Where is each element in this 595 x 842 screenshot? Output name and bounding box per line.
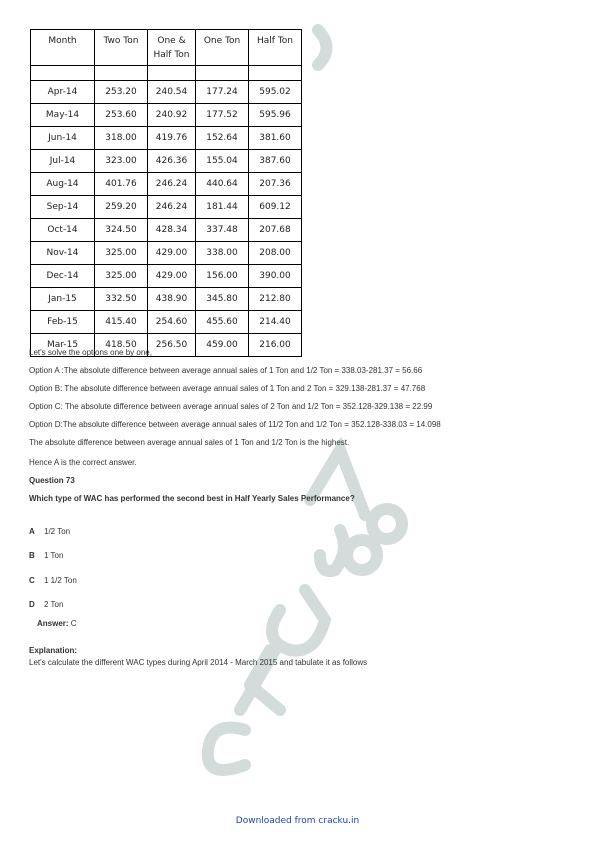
value-cell: 438.90 bbox=[148, 288, 196, 311]
value-cell: 152.64 bbox=[196, 127, 249, 150]
explanation-option-a: Option A :The absolute difference between average annual sales of 1 Ton and 1/2 Ton = 338.03-281.37 = 56.66 bbox=[29, 366, 423, 375]
value-cell: 426.36 bbox=[148, 150, 196, 173]
value-cell: 207.36 bbox=[249, 173, 302, 196]
explanation-label: Explanation: bbox=[29, 646, 78, 655]
option-a[interactable] bbox=[29, 527, 70, 536]
option-a-letter: A bbox=[29, 527, 35, 536]
value-cell: 254.60 bbox=[148, 311, 196, 334]
table-row bbox=[31, 104, 302, 127]
value-cell: 325.00 bbox=[95, 265, 148, 288]
value-cell: 325.00 bbox=[95, 242, 148, 265]
value-cell: 246.24 bbox=[148, 173, 196, 196]
table-row bbox=[31, 127, 302, 150]
table-spacer-cell bbox=[148, 66, 196, 81]
month-cell: Jan-15 bbox=[31, 288, 95, 311]
explanation-option-d: Option D:The absolute difference between average annual sales of 11/2 Ton and 1/2 Ton = 352.128-338.03 = 14.098 bbox=[29, 420, 441, 429]
value-cell: 387.60 bbox=[249, 150, 302, 173]
value-cell: 595.02 bbox=[249, 81, 302, 104]
option-c[interactable] bbox=[29, 576, 77, 585]
month-cell: Mar-15 bbox=[31, 334, 95, 357]
value-cell: 428.34 bbox=[148, 219, 196, 242]
option-c-text: 1 1/2 Ton bbox=[44, 576, 77, 585]
value-cell: 455.60 bbox=[196, 311, 249, 334]
table-spacer-cell bbox=[31, 66, 95, 81]
value-cell: 156.00 bbox=[196, 265, 249, 288]
value-cell: 345.80 bbox=[196, 288, 249, 311]
header-one-ton: One Ton bbox=[196, 30, 249, 66]
month-cell: Jul-14 bbox=[31, 150, 95, 173]
table-header-row bbox=[31, 30, 302, 66]
table-row bbox=[31, 173, 302, 196]
option-a-text: 1/2 Ton bbox=[44, 527, 71, 536]
explanation-intro: Let's solve the options one by one, bbox=[29, 348, 152, 357]
value-cell: 240.54 bbox=[148, 81, 196, 104]
value-cell: 253.60 bbox=[95, 104, 148, 127]
header-month: Month bbox=[31, 30, 95, 66]
value-cell: 177.24 bbox=[196, 81, 249, 104]
header-two-ton: Two Ton bbox=[95, 30, 148, 66]
footer-download-link[interactable]: Downloaded from cracku.in bbox=[235, 816, 360, 826]
value-cell: 214.40 bbox=[249, 311, 302, 334]
value-cell: 323.00 bbox=[95, 150, 148, 173]
value-cell: 216.00 bbox=[249, 334, 302, 357]
option-c-letter: C bbox=[29, 576, 35, 585]
answer-label: Answer: bbox=[37, 619, 69, 628]
value-cell: 459.00 bbox=[196, 334, 249, 357]
table-spacer-cell bbox=[95, 66, 148, 81]
explanation-conclusion: The absolute difference between average annual sales of 1 Ton and 1/2 Ton is the highest. bbox=[29, 438, 350, 447]
option-b-letter: B bbox=[29, 551, 35, 560]
value-cell: 381.60 bbox=[249, 127, 302, 150]
answer-line bbox=[37, 619, 77, 628]
value-cell: 415.40 bbox=[95, 311, 148, 334]
value-cell: 332.50 bbox=[95, 288, 148, 311]
value-cell: 429.00 bbox=[148, 242, 196, 265]
value-cell: 595.96 bbox=[249, 104, 302, 127]
value-cell: 259.20 bbox=[95, 196, 148, 219]
value-cell: 419.76 bbox=[148, 127, 196, 150]
explanation-option-c: Option C: The absolute difference between average annual sales of 2 Ton and 1/2 Ton = 352.128-329.138 = 22.99 bbox=[29, 402, 433, 411]
table-row bbox=[31, 311, 302, 334]
month-cell: Oct-14 bbox=[31, 219, 95, 242]
month-cell: Apr-14 bbox=[31, 81, 95, 104]
value-cell: 429.00 bbox=[148, 265, 196, 288]
option-d[interactable] bbox=[29, 600, 63, 609]
table-row bbox=[31, 242, 302, 265]
table-spacer-row bbox=[31, 66, 302, 81]
value-cell: 324.50 bbox=[95, 219, 148, 242]
header-one-half-ton-text: One & Half Ton bbox=[153, 36, 190, 60]
value-cell: 318.00 bbox=[95, 127, 148, 150]
value-cell: 253.20 bbox=[95, 81, 148, 104]
value-cell: 609.12 bbox=[249, 196, 302, 219]
explanation-text: Let's calculate the different WAC types during April 2014 - March 2015 and tabulate it as follows bbox=[29, 658, 368, 667]
value-cell: 177.52 bbox=[196, 104, 249, 127]
value-cell: 440.64 bbox=[196, 173, 249, 196]
table-row bbox=[31, 81, 302, 104]
value-cell: 181.44 bbox=[196, 196, 249, 219]
question-heading: Question 73 bbox=[29, 476, 75, 485]
explanation-option-b: Option B: The absolute difference between average annual sales of 1 Ton and 2 Ton = 329.138-281.37 = 47.768 bbox=[29, 384, 426, 393]
month-cell: Dec-14 bbox=[31, 265, 95, 288]
value-cell: 256.50 bbox=[148, 334, 196, 357]
option-d-letter: D bbox=[29, 600, 35, 609]
month-cell: Feb-15 bbox=[31, 311, 95, 334]
value-cell: 246.24 bbox=[148, 196, 196, 219]
value-cell: 390.00 bbox=[249, 265, 302, 288]
month-cell: May-14 bbox=[31, 104, 95, 127]
month-cell: Jun-14 bbox=[31, 127, 95, 150]
header-one-half-ton bbox=[148, 30, 196, 66]
table-row bbox=[31, 288, 302, 311]
value-cell: 337.48 bbox=[196, 219, 249, 242]
header-half-ton: Half Ton bbox=[249, 30, 302, 66]
table-spacer-cell bbox=[196, 66, 249, 81]
value-cell: 401.76 bbox=[95, 173, 148, 196]
value-cell: 418.50 bbox=[95, 334, 148, 357]
option-b-text: 1 Ton bbox=[44, 551, 64, 560]
value-cell: 338.00 bbox=[196, 242, 249, 265]
month-cell: Aug-14 bbox=[31, 173, 95, 196]
value-cell: 212.80 bbox=[249, 288, 302, 311]
value-cell: 155.04 bbox=[196, 150, 249, 173]
table-row bbox=[31, 265, 302, 288]
question-text: Which type of WAC has performed the second best in Half Yearly Sales Performance? bbox=[29, 494, 355, 503]
answer-value: C bbox=[70, 619, 77, 628]
option-d-text: 2 Ton bbox=[44, 600, 64, 609]
month-cell: Sep-14 bbox=[31, 196, 95, 219]
month-cell: Nov-14 bbox=[31, 242, 95, 265]
option-b[interactable] bbox=[29, 551, 63, 560]
value-cell: 207.68 bbox=[249, 219, 302, 242]
explanation-answer-line: Hence A is the correct answer. bbox=[29, 458, 137, 467]
table-row bbox=[31, 196, 302, 219]
value-cell: 208.00 bbox=[249, 242, 302, 265]
value-cell: 240.92 bbox=[148, 104, 196, 127]
table-row bbox=[31, 150, 302, 173]
table-spacer-cell bbox=[249, 66, 302, 81]
sales-table bbox=[30, 29, 302, 357]
table-row bbox=[31, 219, 302, 242]
